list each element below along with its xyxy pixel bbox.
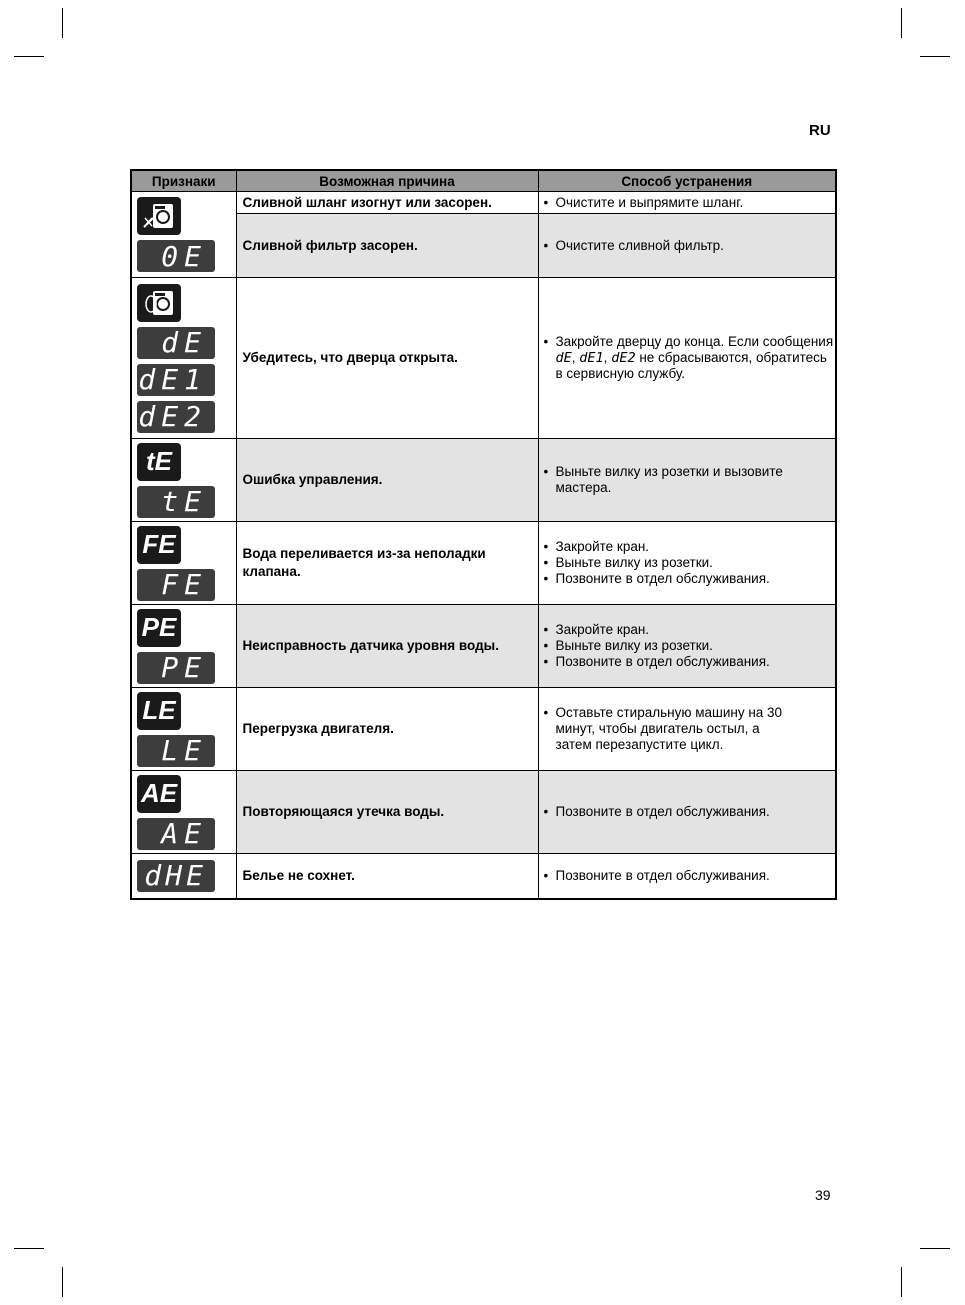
crop-mark xyxy=(920,1248,950,1249)
solution-cell xyxy=(538,192,836,214)
crop-mark xyxy=(62,1267,63,1297)
solution-cell xyxy=(538,688,836,771)
table-row xyxy=(131,439,836,522)
solution-cell xyxy=(538,278,836,439)
table-row xyxy=(131,771,836,854)
cause-cell: Сливной шланг изогнут или засорен. xyxy=(236,192,538,214)
symptom-cell xyxy=(131,854,236,899)
solution-item: • Очистите и выпрямите шланг. xyxy=(544,195,836,211)
crop-mark xyxy=(62,8,63,38)
error-display: 0E xyxy=(137,240,215,272)
error-display: dHE xyxy=(137,860,215,892)
header-cause: Возможная причина xyxy=(236,170,538,192)
table-header-row xyxy=(131,170,836,192)
door-open-icon xyxy=(137,284,181,322)
page-number: 39 xyxy=(815,1187,831,1203)
error-code-inline: dE1 xyxy=(579,350,604,366)
table-row xyxy=(131,522,836,605)
header-symptoms: Признаки xyxy=(131,170,236,192)
table-row xyxy=(131,214,836,278)
solution-item: • Очистите сливной фильтр. xyxy=(544,238,836,254)
symptom-cell xyxy=(131,605,236,688)
error-display: dE1 xyxy=(137,364,215,396)
crop-mark xyxy=(901,8,902,38)
error-code-inline: dE xyxy=(555,350,572,366)
error-badge-icon: AE xyxy=(137,775,181,813)
crop-mark xyxy=(901,1267,902,1297)
solution-cell xyxy=(538,214,836,278)
error-badge-icon: FE xyxy=(137,526,181,564)
symptom-cell xyxy=(131,192,236,278)
error-code-inline: dE2 xyxy=(611,350,636,366)
symptom-cell xyxy=(131,278,236,439)
solution-cell xyxy=(538,522,836,605)
error-display: LE xyxy=(137,735,215,767)
solution-text: Закройте дверцу до конца. Если сообщения xyxy=(555,334,834,349)
cause-cell: Повторяющаяся утечка воды. xyxy=(236,771,538,854)
error-display: AE xyxy=(137,818,215,850)
error-badge-icon: PE xyxy=(137,609,181,647)
solution-cell xyxy=(538,605,836,688)
solution-cell xyxy=(538,771,836,854)
solution-item: • Выньте вилку из розетки и вызовите мастера. xyxy=(544,464,836,496)
cause-cell: Перегрузка двигателя. xyxy=(236,688,538,771)
solution-item: • Позвоните в отдел обслуживания. xyxy=(544,654,836,670)
symptom-cell xyxy=(131,771,236,854)
error-display: dE xyxy=(137,327,215,359)
language-code: RU xyxy=(809,122,831,139)
crop-mark xyxy=(14,1248,44,1249)
cause-cell: Убедитесь, что дверца открыта. xyxy=(236,278,538,439)
solution-item: • Позвоните в отдел обслуживания. xyxy=(544,804,836,820)
separator: , xyxy=(571,350,580,365)
symptom-cell xyxy=(131,688,236,771)
solution-text: не сбрасываются, обратитесь в сервисную службу. xyxy=(555,350,827,381)
symptom-cell xyxy=(131,439,236,522)
solution-cell xyxy=(538,854,836,899)
solution-item: • Позвоните в отдел обслуживания. xyxy=(544,868,836,884)
header-solution: Способ устранения xyxy=(538,170,836,192)
table-row xyxy=(131,278,836,439)
table-row xyxy=(131,854,836,899)
solution-item: • Выньте вилку из розетки. xyxy=(544,555,836,571)
crop-mark xyxy=(920,56,950,57)
solution-item: • Закройте кран. xyxy=(544,539,836,555)
error-display: PE xyxy=(137,652,215,684)
solution-item: • Позвоните в отдел обслуживания. xyxy=(544,571,836,587)
solution-cell xyxy=(538,439,836,522)
error-badge-icon: LE xyxy=(137,692,181,730)
troubleshooting-table xyxy=(130,169,837,900)
solution-item xyxy=(544,334,836,382)
table-row xyxy=(131,192,836,214)
error-display: tE xyxy=(137,486,215,518)
symptom-cell xyxy=(131,522,236,605)
error-badge-icon: tE xyxy=(137,443,181,481)
cause-cell: Сливной фильтр засорен. xyxy=(236,214,538,278)
separator: , xyxy=(603,350,612,365)
solution-item: • Оставьте стиральную машину на 30 минут, чтобы двигатель остыл, а затем перезапустите цикл. xyxy=(544,705,836,753)
table-row xyxy=(131,605,836,688)
solution-item: • Закройте кран. xyxy=(544,622,836,638)
error-display: dE2 xyxy=(137,401,215,433)
error-display: FE xyxy=(137,569,215,601)
crop-mark xyxy=(14,56,44,57)
drain-hose-icon xyxy=(137,197,181,235)
cause-cell: Белье не сохнет. xyxy=(236,854,538,899)
cause-cell: Вода переливается из-за неполадки клапана. xyxy=(236,522,538,605)
cause-cell: Ошибка управления. xyxy=(236,439,538,522)
cause-cell: Неисправность датчика уровня воды. xyxy=(236,605,538,688)
table-row xyxy=(131,688,836,771)
solution-item: • Выньте вилку из розетки. xyxy=(544,638,836,654)
